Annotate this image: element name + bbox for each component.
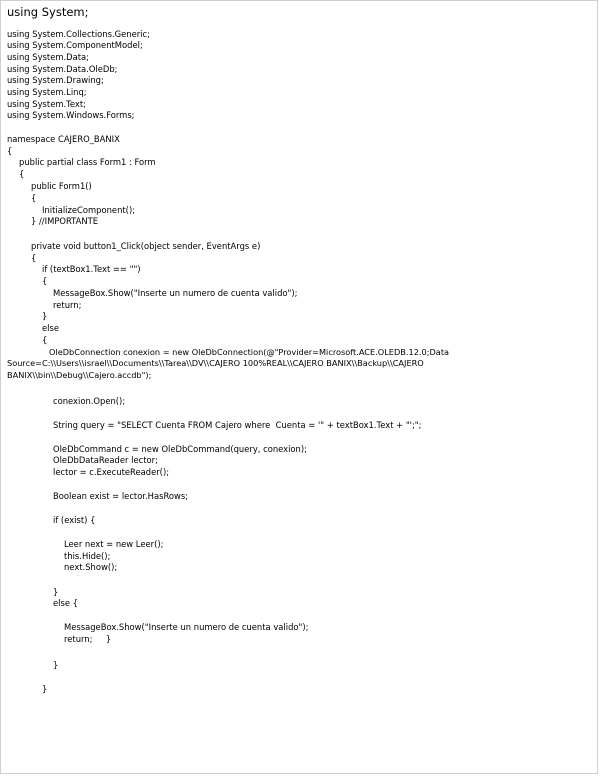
code-line: using System.Windows.Forms; — [7, 110, 135, 120]
code-line: using System.Data.OleDb; — [7, 64, 118, 74]
code-line: namespace CAJERO_BANIX — [7, 134, 120, 144]
code-line: } — [53, 660, 59, 670]
code-heading-line: using System; — [7, 5, 89, 19]
code-line: { — [19, 169, 25, 179]
code-line: public partial class Form1 : Form — [19, 157, 156, 167]
code-line: using System.Data; — [7, 52, 89, 62]
code-line: } — [42, 684, 48, 694]
code-line: else { — [53, 598, 78, 608]
code-line: using System.Linq; — [7, 87, 87, 97]
code-line: using System.Drawing; — [7, 75, 104, 85]
code-line: { — [42, 335, 48, 345]
code-line: next.Show(); — [64, 562, 118, 572]
code-line: OleDbCommand c = new OleDbCommand(query, conexion); — [53, 444, 307, 454]
code-line: BANIX\\bin\\Debug\\Cajero.accdb"); — [7, 370, 152, 380]
code-line: using System.Text; — [7, 99, 86, 109]
code-line: else — [42, 323, 59, 333]
code-line: { — [31, 253, 37, 263]
code-line: if (exist) { — [53, 515, 96, 525]
code-line: using System.ComponentModel; — [7, 40, 143, 50]
code-line: { — [31, 193, 37, 203]
code-line: { — [7, 146, 13, 156]
code-line: if (textBox1.Text == "") — [42, 264, 141, 274]
code-line: String query = "SELECT Cuenta FROM Cajero where Cuenta = '" + textBox1.Text + "';"; — [53, 420, 422, 430]
code-line: public Form1() — [31, 181, 92, 191]
code-line: OleDbConnection conexion = new OleDbConnection(@"Provider=Microsoft.ACE.OLEDB.12.0;Data — [49, 347, 450, 357]
code-line: } — [53, 587, 59, 597]
code-line: conexion.Open(); — [53, 396, 126, 406]
code-line: this.Hide(); — [64, 551, 111, 561]
code-line: private void button1_Click(object sender, EventArgs e) — [31, 241, 261, 251]
code-line: Source=C:\\Users\\israel\\Documents\\Tarea\\DV\\CAJERO 100%REAL\\CAJERO BANIX\\Backup\\CAJERO — [7, 358, 424, 368]
code-line: OleDbDataReader lector; — [53, 455, 158, 465]
code-line: Leer next = new Leer(); — [64, 539, 164, 549]
code-line: using System.Collections.Generic; — [7, 29, 150, 39]
code-line: return; } — [64, 634, 112, 644]
code-line: MessageBox.Show("Inserte un numero de cuenta valido"); — [53, 288, 298, 298]
code-line: Boolean exist = lector.HasRows; — [53, 491, 189, 501]
code-line: lector = c.ExecuteReader(); — [53, 467, 170, 477]
code-line: InitializeComponent(); — [42, 205, 136, 215]
code-line: } //IMPORTANTE — [31, 216, 99, 226]
code-line: MessageBox.Show("Inserte un numero de cuenta valido"); — [64, 622, 309, 632]
code-line: return; — [53, 300, 82, 310]
code-line: { — [42, 276, 48, 286]
code-line: } — [42, 311, 48, 321]
